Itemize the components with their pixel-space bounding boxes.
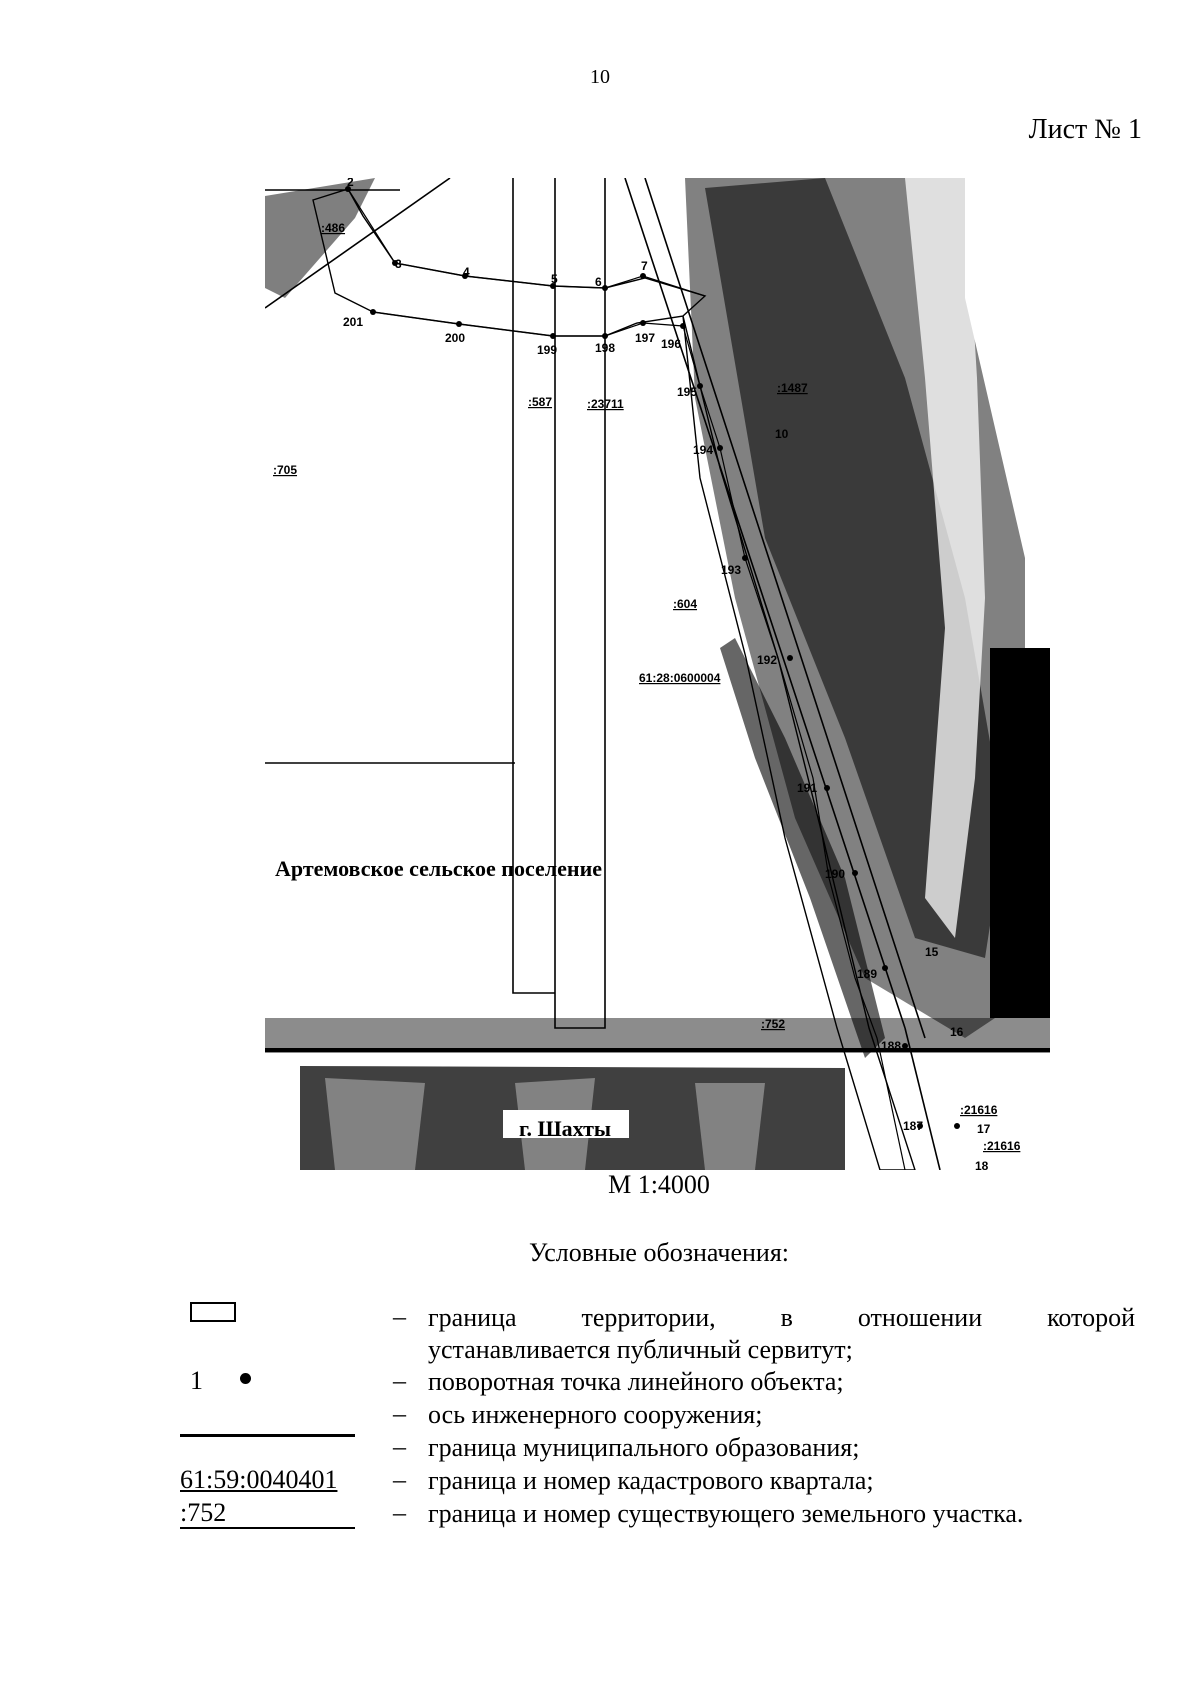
- legend-dash: –: [393, 1498, 406, 1527]
- legend-text: граница и номер существующего земельного участка.: [428, 1499, 1024, 1528]
- turning-point: [602, 333, 608, 339]
- legend-dash: –: [393, 1302, 406, 1331]
- turning-point: [824, 785, 830, 791]
- legend-row-parcel: [180, 1498, 1135, 1531]
- parcel-number: :752: [761, 1017, 786, 1031]
- point-label: 192: [757, 653, 778, 667]
- point-label: 198: [595, 341, 616, 355]
- point-label: 6: [595, 275, 602, 289]
- sheet-label: Лист № 1: [1028, 114, 1142, 145]
- point-label: 194: [693, 443, 714, 457]
- legend-row-servitude: [180, 1302, 1135, 1366]
- point-label: 18: [975, 1159, 989, 1170]
- point-label: 191: [797, 781, 818, 795]
- turning-point: [697, 383, 703, 389]
- municipal-boundary-symbol: [180, 1434, 355, 1437]
- legend-text: граница муниципального образования;: [428, 1433, 860, 1462]
- point-label: 201: [343, 315, 364, 329]
- turning-point: [954, 1123, 960, 1129]
- parcel-number: :1487: [777, 381, 808, 395]
- parcel-number: :23711: [587, 397, 624, 411]
- turning-point: [717, 445, 723, 451]
- point-label: 196: [661, 337, 682, 351]
- point-label: 5: [551, 272, 558, 286]
- turning-point: [742, 555, 748, 561]
- legend-row-municipal: [180, 1432, 1135, 1465]
- turning-point: [370, 309, 376, 315]
- point-label: 195: [677, 385, 698, 399]
- quarter-number-sample: 61:59:0040401: [180, 1465, 338, 1494]
- point-label: 197: [635, 331, 656, 345]
- page-number: 10: [590, 66, 610, 88]
- point-number-sample: 1: [190, 1366, 203, 1395]
- legend-dash: –: [393, 1432, 406, 1461]
- legend-text: граница территории, в отношении которой: [428, 1303, 1135, 1332]
- turning-point: [640, 320, 646, 326]
- legend-text: устанавливается публичный сервитут;: [428, 1335, 853, 1364]
- point-label: 187: [903, 1119, 924, 1133]
- legend-row-axis: [180, 1399, 1135, 1432]
- parcel-number: 61:28:0600004: [639, 671, 721, 685]
- turning-point: [680, 323, 686, 329]
- turning-point: [787, 655, 793, 661]
- legend: [180, 1302, 1135, 1531]
- region-name: Артемовское сельское поселение: [275, 856, 603, 881]
- point-label: 2: [347, 178, 354, 189]
- parcel-number: :587: [528, 395, 553, 409]
- parcel-underline-symbol: [180, 1527, 355, 1529]
- point-marker-symbol: [240, 1373, 251, 1384]
- point-label: 189: [857, 967, 878, 981]
- point-label: 3: [395, 257, 402, 271]
- parcel-number: :604: [673, 597, 698, 611]
- turning-point: [902, 1043, 908, 1049]
- turning-point: [640, 273, 646, 279]
- servitude-boundary-symbol: [190, 1302, 236, 1322]
- legend-row-point: [180, 1366, 1135, 1399]
- parcel-number: :21616: [983, 1139, 1021, 1153]
- city-name: г. Шахты: [519, 1116, 612, 1141]
- parcel-number: :486: [321, 221, 346, 235]
- legend-text: поворотная точка линейного объекта;: [428, 1367, 844, 1396]
- point-label: 17: [977, 1122, 991, 1136]
- point-label: 4: [463, 265, 470, 279]
- legend-dash: –: [393, 1465, 406, 1494]
- turning-point: [882, 965, 888, 971]
- turning-point: [852, 870, 858, 876]
- legend-row-quarter: [180, 1465, 1135, 1498]
- legend-dash: –: [393, 1399, 406, 1428]
- point-label: 10: [775, 427, 789, 441]
- turning-point: [550, 333, 556, 339]
- parcel-number: :21616: [960, 1103, 998, 1117]
- point-label: 190: [825, 867, 846, 881]
- legend-dash: –: [393, 1366, 406, 1395]
- parcel-number-sample: :752: [180, 1498, 227, 1527]
- point-label: 193: [721, 563, 742, 577]
- cadastral-map: [265, 178, 1050, 1170]
- legend-text: ось инженерного сооружения;: [428, 1400, 763, 1429]
- point-label: 16: [950, 1025, 964, 1039]
- legend-title: Условные обозначения:: [528, 1238, 790, 1267]
- turning-point: [456, 321, 462, 327]
- map-scale: М 1:4000: [608, 1170, 710, 1199]
- point-label: 199: [537, 343, 558, 357]
- parcel-number: :705: [273, 463, 298, 477]
- point-label: 200: [445, 331, 466, 345]
- point-label: 7: [641, 259, 648, 273]
- legend-text: граница и номер кадастрового квартала;: [428, 1466, 874, 1495]
- turning-point: [602, 285, 608, 291]
- point-label: 15: [925, 945, 939, 959]
- point-label: 188: [881, 1039, 902, 1053]
